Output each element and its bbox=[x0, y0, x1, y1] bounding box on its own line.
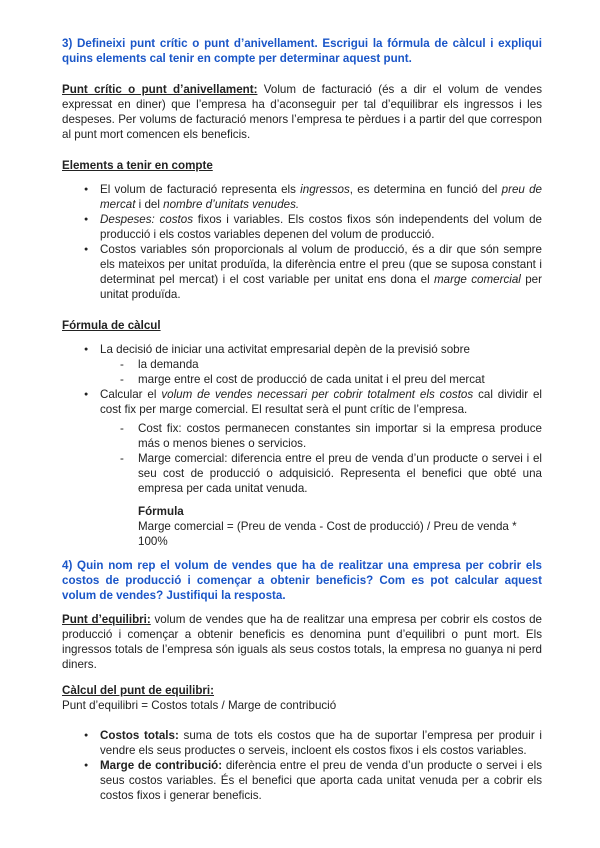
text: marge comercial bbox=[434, 273, 521, 286]
definition-text: volum de vendes que ha de realitzar una empresa per cobrir els costos de producció i començar a obtenir beneficis es denomina punt d’equilibri o punt mort. Els ingressos totals de l’empresa són iguals als seus costos totals, la empresa no guanya ni perd diners. bbox=[62, 613, 542, 671]
text: Costos totals: bbox=[100, 729, 179, 742]
text: El volum de facturació representa els bbox=[100, 183, 301, 196]
text: fixos i variables. Els costos fixos són independents del volum de producció i els costos variables depenen del volum de producció. bbox=[100, 213, 543, 241]
text: Calcular el bbox=[100, 388, 162, 401]
text: nombre d’unitats venudes. bbox=[163, 198, 300, 211]
text: suma de tots els costos que ha de suportar l’empresa per produir i vendre els seus productes o serveis, incloent els costos fixos i els costos variables. bbox=[100, 729, 542, 757]
formula-text: Marge comercial = (Preu de venda - Cost de producció) / Preu de venda * 100% bbox=[138, 520, 517, 548]
definition-equilibrium bbox=[62, 612, 542, 672]
formula-label: Fórmula bbox=[138, 505, 184, 518]
term-critical-point: Punt crític o punt d’anivellament: bbox=[62, 83, 258, 96]
document-page bbox=[62, 36, 542, 803]
formula-sublist bbox=[62, 357, 542, 387]
list-item bbox=[62, 758, 542, 803]
list-item bbox=[62, 242, 542, 302]
sub-item: - la demanda bbox=[62, 357, 542, 372]
heading-calc: Càlcul del punt de equilibri: bbox=[62, 684, 215, 697]
calc-list bbox=[62, 728, 542, 803]
term-equilibrium: Punt d’equilibri: bbox=[62, 613, 151, 626]
heading-formula: Fórmula de càlcul bbox=[62, 319, 161, 332]
definition-critical-point bbox=[62, 82, 542, 142]
list-item bbox=[62, 728, 542, 758]
formula-list bbox=[62, 342, 542, 357]
text: diferència entre el preu de venda d’un producte o servei i els seus costos variables. És el benefici que aporta cada unitat venuda per a cobrir els costos fixos i generar beneficis. bbox=[100, 759, 542, 802]
heading-elements: Elements a tenir en compte bbox=[62, 159, 213, 172]
text: preu de mercat bbox=[100, 183, 542, 211]
text: , es determina en funció del bbox=[349, 183, 502, 196]
text: ingressos bbox=[300, 183, 350, 196]
calc-formula: Punt d’equilibri = Costos totals / Marge de contribució bbox=[62, 699, 337, 712]
text: per unitat produïda. bbox=[100, 273, 542, 301]
sub-item: - Marge comercial: diferencia entre el preu de venda d’un producte o servei i el seu cost de producció o adquisició. Representa el benefici que obté una empresa per cada unitat venuda. bbox=[62, 451, 542, 496]
sub-item: - Cost fix: costos permanecen constantes sin importar si la empresa produce más o menos bienes o servicios. bbox=[62, 421, 542, 451]
list-item bbox=[62, 387, 542, 417]
definition-text: Volum de facturació (és a dir el volum de vendes expressat en diner) que l’empresa ha d’aconseguir per tal d’equilibrar els ingressos i les despeses. Per volums de facturació menors l’empresa te pèrdues i a partir del que correspon al punt mort comencen els beneficis. bbox=[62, 83, 542, 141]
elements-list bbox=[62, 182, 542, 302]
text: cal dividir el cost fix per marge comercial. El resultat serà el punt crític de l’empresa. bbox=[100, 388, 543, 416]
text: Despeses: costos bbox=[100, 213, 194, 226]
text: Marge de contribució: bbox=[100, 759, 223, 772]
question-3: 3) Defineixi punt crític o punt d’anivellament. Escrigui la fórmula de càlcul i expliqui quins elements cal tenir en compte per determinar aquest punt. bbox=[62, 37, 542, 65]
text: volum de vendes necessari per cobrir totalment els costos bbox=[161, 388, 474, 401]
formula-list-2 bbox=[62, 387, 542, 417]
text: Costos variables són proporcionals al volum de producció, és a dir que són sempre els mateixos per unitat produïda, la diferència entre el preu (que se suposa constant i determinat pel mercat) i el cost variable per unitat ens dona el bbox=[100, 243, 542, 286]
list-item bbox=[62, 212, 542, 242]
formula-sublist-2 bbox=[62, 421, 542, 496]
list-item bbox=[62, 182, 542, 212]
list-item: ● La decisió de iniciar una activitat empresarial depèn de la previsió sobre bbox=[62, 342, 542, 357]
text: i del bbox=[135, 198, 164, 211]
sub-item: - marge entre el cost de producció de cada unitat i el preu del mercat bbox=[62, 372, 542, 387]
question-4: 4) Quin nom rep el volum de vendes que ha de realitzar una empresa per cobrir els costos de producció i començar a obtenir beneficis? Com es pot calcular aquest volum de vendes? Justifiqui la resposta. bbox=[62, 559, 542, 602]
